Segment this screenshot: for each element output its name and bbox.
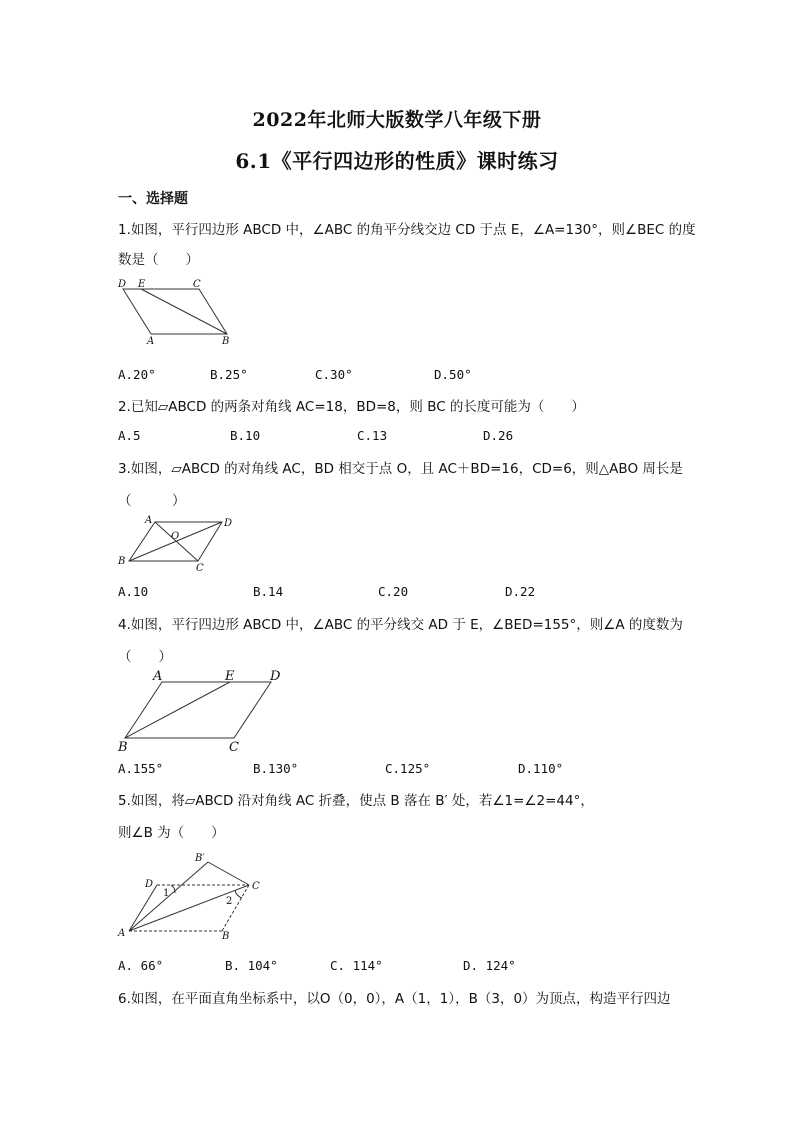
question-3-option-a[interactable]: A.10 <box>118 584 149 599</box>
question-3-line-1: 3.如图，▱ABCD 的对角线 AC，BD 相交于点 O，且 AC＋BD=16，CD=6，则△ABO 周长是 <box>118 461 683 477</box>
parallelogram-abcd-q1 <box>123 289 227 334</box>
question-4-option-b[interactable]: B.130° <box>253 761 299 776</box>
question-1-line-1: 1.如图，平行四边形 ABCD 中，∠ABC 的角平分线交边 CD 于点 E，∠A=130°，则∠BEC 的度 <box>118 222 696 238</box>
question-3-option-c[interactable]: C.20 <box>378 584 409 599</box>
question-1-option-d[interactable]: D.50° <box>434 367 472 382</box>
question-2-option-d[interactable]: D.26 <box>483 428 514 443</box>
question-6-line-1: 6.如图，在平面直角坐标系中，以O（0，0），A（1，1），B（3，0）为顶点，构造平行四边 <box>118 991 671 1007</box>
question-4-option-c[interactable]: C.125° <box>385 761 431 776</box>
question-3-option-d[interactable]: D.22 <box>505 584 536 599</box>
q1-label-b: B <box>222 336 230 347</box>
q5-segment-ac <box>129 885 249 931</box>
question-4-option-d[interactable]: D.110° <box>518 761 564 776</box>
question-4-option-a[interactable]: A.155° <box>118 761 164 776</box>
doc-subtitle: 6.1《平行四边形的性质》课时练习 <box>235 149 559 173</box>
q4-label-a: A <box>153 669 163 684</box>
q4-bisector-be <box>125 682 230 738</box>
question-3-option-b[interactable]: B.14 <box>253 584 284 599</box>
question-2-option-b[interactable]: B.10 <box>230 428 261 443</box>
q1-label-a: A <box>147 336 155 347</box>
q5-segment-ad <box>129 885 157 931</box>
q5-angle-2-arc <box>235 890 242 898</box>
q1-label-e: E <box>138 279 146 290</box>
q5-label-b: B <box>222 931 230 942</box>
q5-label-b-prime: B′ <box>195 853 205 864</box>
question-1-figure <box>115 278 245 348</box>
q5-label-c: C <box>252 881 260 892</box>
question-4-line-2: （ ） <box>118 649 172 665</box>
question-1-option-c[interactable]: C.30° <box>315 367 353 382</box>
question-5-option-c[interactable]: C. 114° <box>330 958 383 973</box>
q5-label-a: A <box>118 928 126 939</box>
doc-title: 2022年北师大版数学八年级下册 <box>252 109 542 131</box>
q5-segment-b-prime-c <box>208 862 249 885</box>
question-5-line-2: 则∠B 为（ ） <box>118 825 225 841</box>
question-5-option-d[interactable]: D. 124° <box>463 958 516 973</box>
q5-label-d: D <box>145 879 154 890</box>
q1-bisector-be <box>141 289 227 334</box>
question-1-option-a[interactable]: A.20° <box>118 367 156 382</box>
q1-label-c: C <box>193 279 201 290</box>
question-1-line-2: 数是（ ） <box>118 252 199 268</box>
question-2-option-c[interactable]: C.13 <box>357 428 388 443</box>
question-2-option-a[interactable]: A.5 <box>118 428 141 443</box>
q3-label-c: C <box>196 563 204 574</box>
q4-label-c: C <box>229 740 239 755</box>
q4-parallelogram <box>125 682 271 738</box>
q1-label-d: D <box>118 279 127 290</box>
q5-label-1: 1 <box>163 888 170 899</box>
question-5-option-b[interactable]: B. 104° <box>225 958 278 973</box>
q5-label-2: 2 <box>226 896 233 907</box>
question-3-line-2: （ ） <box>118 493 186 509</box>
question-4-line-1: 4.如图，平行四边形 ABCD 中，∠ABC 的平分线交 AD 于 E，∠BED=155°，则∠A 的度数为 <box>118 617 683 633</box>
question-4-figure <box>115 668 290 756</box>
q3-label-b: B <box>118 556 126 567</box>
question-3-figure <box>115 513 240 575</box>
question-1-option-b[interactable]: B.25° <box>210 367 248 382</box>
question-5-option-a[interactable]: A. 66° <box>118 958 164 973</box>
q3-label-d: D <box>224 518 233 529</box>
q3-label-a: A <box>145 515 153 526</box>
q3-label-o: O <box>171 531 180 542</box>
question-5-line-1: 5.如图，将▱ABCD 沿对角线 AC 折叠，使点 B 落在 B′ 处，若∠1=∠2=44°， <box>118 793 594 809</box>
question-2-line-1: 2.已知▱ABCD 的两条对角线 AC=18，BD=8，则 BC 的长度可能为（ ） <box>118 399 585 415</box>
question-5-figure <box>115 848 270 943</box>
q1-parallelogram <box>123 289 227 334</box>
q4-label-d: D <box>270 669 281 684</box>
q4-label-e: E <box>225 669 235 684</box>
q4-label-b: B <box>118 740 128 755</box>
section-heading: 一、选择题 <box>118 191 188 207</box>
